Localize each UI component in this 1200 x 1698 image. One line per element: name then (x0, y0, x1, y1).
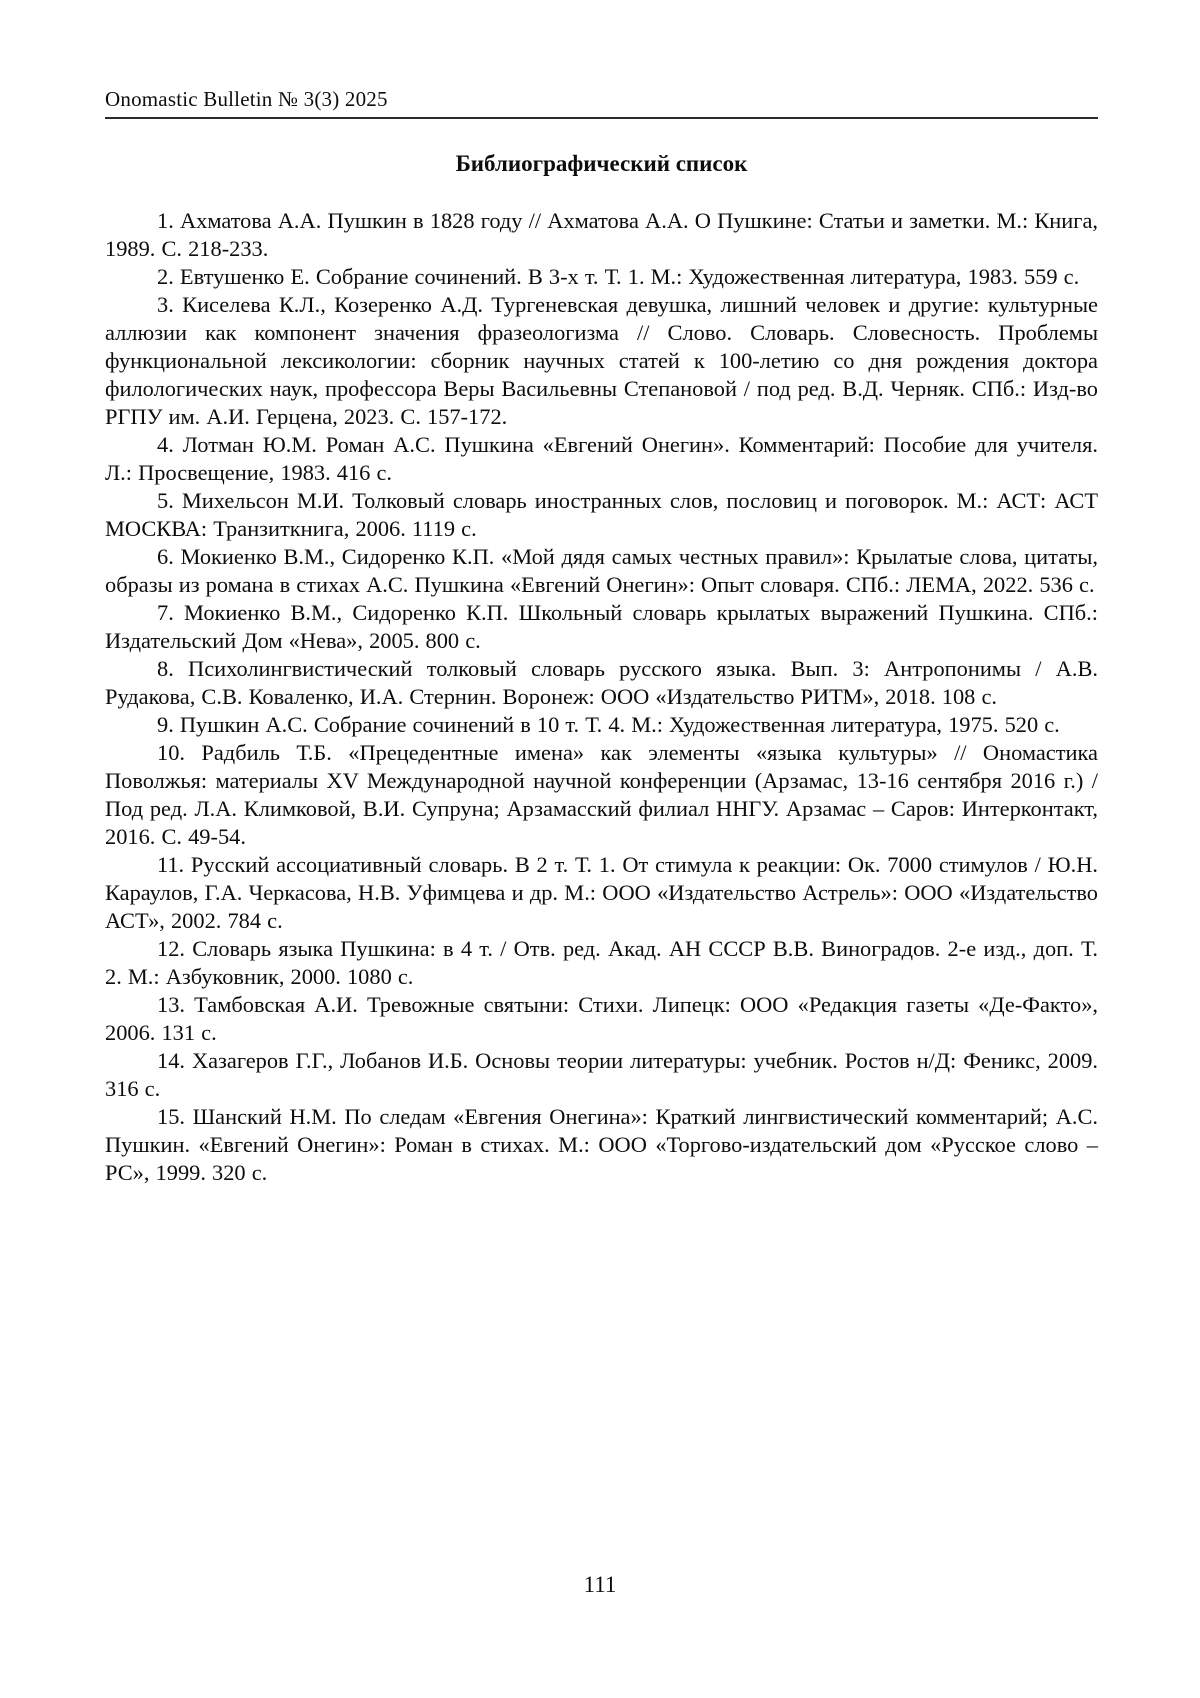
reference-item: 13. Тамбовская А.И. Тревожные святыни: Стихи. Липецк: ООО «Редакция газеты «Де-Факто», 2006. 131 с. (105, 992, 1098, 1045)
reference-item: 14. Хазагеров Г.Г., Лобанов И.Б. Основы теории литературы: учебник. Ростов н/Д: Феникс, 2009. 316 с. (105, 1048, 1098, 1101)
reference-item: 2. Евтушенко Е. Собрание сочинений. В 3-х т. Т. 1. М.: Художественная литература, 1983. 559 с. (157, 264, 1080, 289)
reference-item: 9. Пушкин А.С. Собрание сочинений в 10 т. Т. 4. М.: Художественная литература, 1975. 520 с. (157, 712, 1060, 737)
reference-item: 15. Шанский Н.М. По следам «Евгения Онегина»: Краткий лингвистический комментарий; А.С. Пушкин. «Евгений Онегин»: Роман в стихах. М.: ООО «Торгово-издательский дом «Русское слово – РС», 1999. 320 с. (105, 1104, 1098, 1185)
reference-item: 6. Мокиенко В.М., Сидоренко К.П. «Мой дядя самых честных правил»: Крылатые слова, цитаты, образы из романа в стихах А.С. Пушкина «Евгений Онегин»: Опыт словаря. СПб.: ЛЕМА, 2022. 536 с. (105, 544, 1098, 597)
page-number: 111 (583, 1572, 617, 1597)
reference-item: 1. Ахматова А.А. Пушкин в 1828 году // Ахматова А.А. О Пушкине: Статьи и заметки. М.: Книга, 1989. С. 218-233. (105, 208, 1098, 261)
reference-item: 10. Радбиль Т.Б. «Прецедентные имена» как элементы «языка культуры» // Ономастика Поволжья: материалы XV Международной научной конференции (Арзамас, 13-16 сентября 2016 г.) / Под ред. Л.А. Климковой, В.И. Супруна; Арзамасский филиал ННГУ. Арзамас – Саров: Интерконтакт, 2016. С. 49-54. (105, 740, 1098, 849)
reference-item: 5. Михельсон М.И. Толковый словарь иностранных слов, пословиц и поговорок. М.: АСТ: АСТ МОСКВА: Транзиткнига, 2006. 1119 с. (105, 488, 1098, 541)
reference-item: 4. Лотман Ю.М. Роман А.С. Пушкина «Евгений Онегин». Комментарий: Пособие для учителя. Л.: Просвещение, 1983. 416 с. (105, 432, 1098, 485)
reference-item: 7. Мокиенко В.М., Сидоренко К.П. Школьный словарь крылатых выражений Пушкина. СПб.: Издательский Дом «Нева», 2005. 800 с. (105, 600, 1098, 653)
section-title: Библиографический список (455, 151, 748, 176)
reference-item: 11. Русский ассоциативный словарь. В 2 т. Т. 1. От стимула к реакции: Ок. 7000 стимулов / Ю.Н. Караулов, Г.А. Черкасова, Н.В. Уфимцева и др. М.: ООО «Издательство Астрель»: ООО «Издательство АСТ», 2002. 784 с. (105, 852, 1098, 933)
reference-item: 12. Словарь языка Пушкина: в 4 т. / Отв. ред. Акад. АН СССР В.В. Виноградов. 2-е изд., доп. Т. 2. М.: Азбуковник, 2000. 1080 с. (105, 936, 1098, 989)
bibliography-list (105, 207, 1098, 1187)
reference-item: 3. Киселева К.Л., Козеренко А.Д. Тургеневская девушка, лишний человек и другие: культурные аллюзии как компонент значения фразеологизма // Слово. Словарь. Словесность. Проблемы функциональной лексикологии: сборник научных статей к 100-летию со дня рождения доктора филологических наук, профессора Веры Васильевны Степановой / под ред. В.Д. Черняк. СПб.: Изд-во РГПУ им. А.И. Герцена, 2023. С. 157-172. (105, 292, 1098, 429)
running-header: Onomastic Bulletin № 3(3) 2025 (105, 88, 1098, 119)
reference-item: 8. Психолингвистический толковый словарь русского языка. Вып. 3: Антропонимы / А.В. Рудакова, С.В. Коваленко, И.А. Стернин. Воронеж: ООО «Издательство РИТМ», 2018. 108 с. (105, 656, 1098, 709)
